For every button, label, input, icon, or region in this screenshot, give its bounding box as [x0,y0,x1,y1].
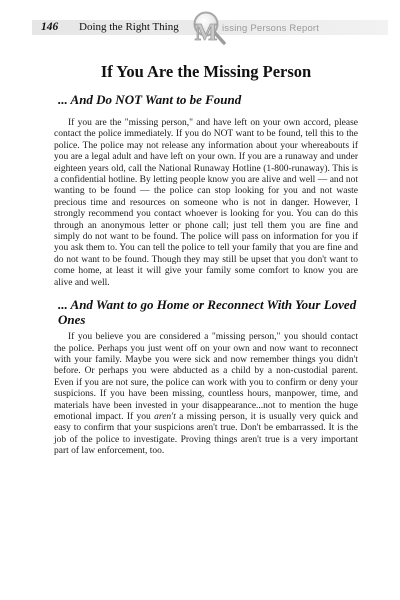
paragraph-not-found: If you are the "missing person," and have left on your own accord, please contact the police immediately. If you do NOT want to be found, tell this to the police. The police may not release any information about your whereabouts if you are a legal adult and have left on your own. If you are a runaway and under eighteen years old, call the National Runaway Hotline (1-800-runaway). This is a confidential hotline. By letting people know you are alive and well — and not wanting to be found — the police can stop looking for you and not waste precious time and resources on someone who is not in danger. However, I strongly recommend you contact whoever is looking for you. You can do this through an anonymous letter or phone call; just tell them you are fine and simply do not want to be found. The police will pass on information for you if you ask them to. You can tell the police to tell your family that you are fine and do not want to be found. Though they may still be upset that you don't want to come home, at least it will give your family some comfort to know you are alive and well. [54,118,358,288]
subheading-not-found: ... And Do NOT Want to be Found [58,92,242,107]
page-number: 146 [41,21,59,33]
running-title: Doing the Right Thing [79,21,179,33]
article-title: If You Are the Missing Person [100,62,312,81]
paragraph-reconnect [54,332,358,457]
page-header [0,0,400,44]
section-label: issing Persons Report [222,23,320,34]
paragraph-reconnect-emphasis: aren't [154,411,176,422]
paragraph-reconnect-end: a missing person, it is usually very quick and easy to confirm that your suspicions aren't true. Don't be embarrassed. It is the job of the police to investigate. Proving things aren't true is a very important part of law enforcement, too. [54,411,359,457]
subheading-reconnect: ... And Want to go Home or Reconnect With Your Loved Ones [58,297,357,328]
paragraph-reconnect-start: If you believe you are considered a "missing person," you should contact the police. Perhaps you just went off on your own and now want to reconnect with your family. Maybe you were sick and now remember things you didn't before. Or perhaps you were abducted as a child by a non-custodial parent. Even if you are not sure, the police can work with you to confirm or deny your suspicions. If you have been missing, countless hours, manpower, time, and materials have been invested in your disappearance...not to mention the huge emotional impact. If you [54,332,358,422]
logo-letter: M [194,20,218,46]
article [54,62,358,458]
